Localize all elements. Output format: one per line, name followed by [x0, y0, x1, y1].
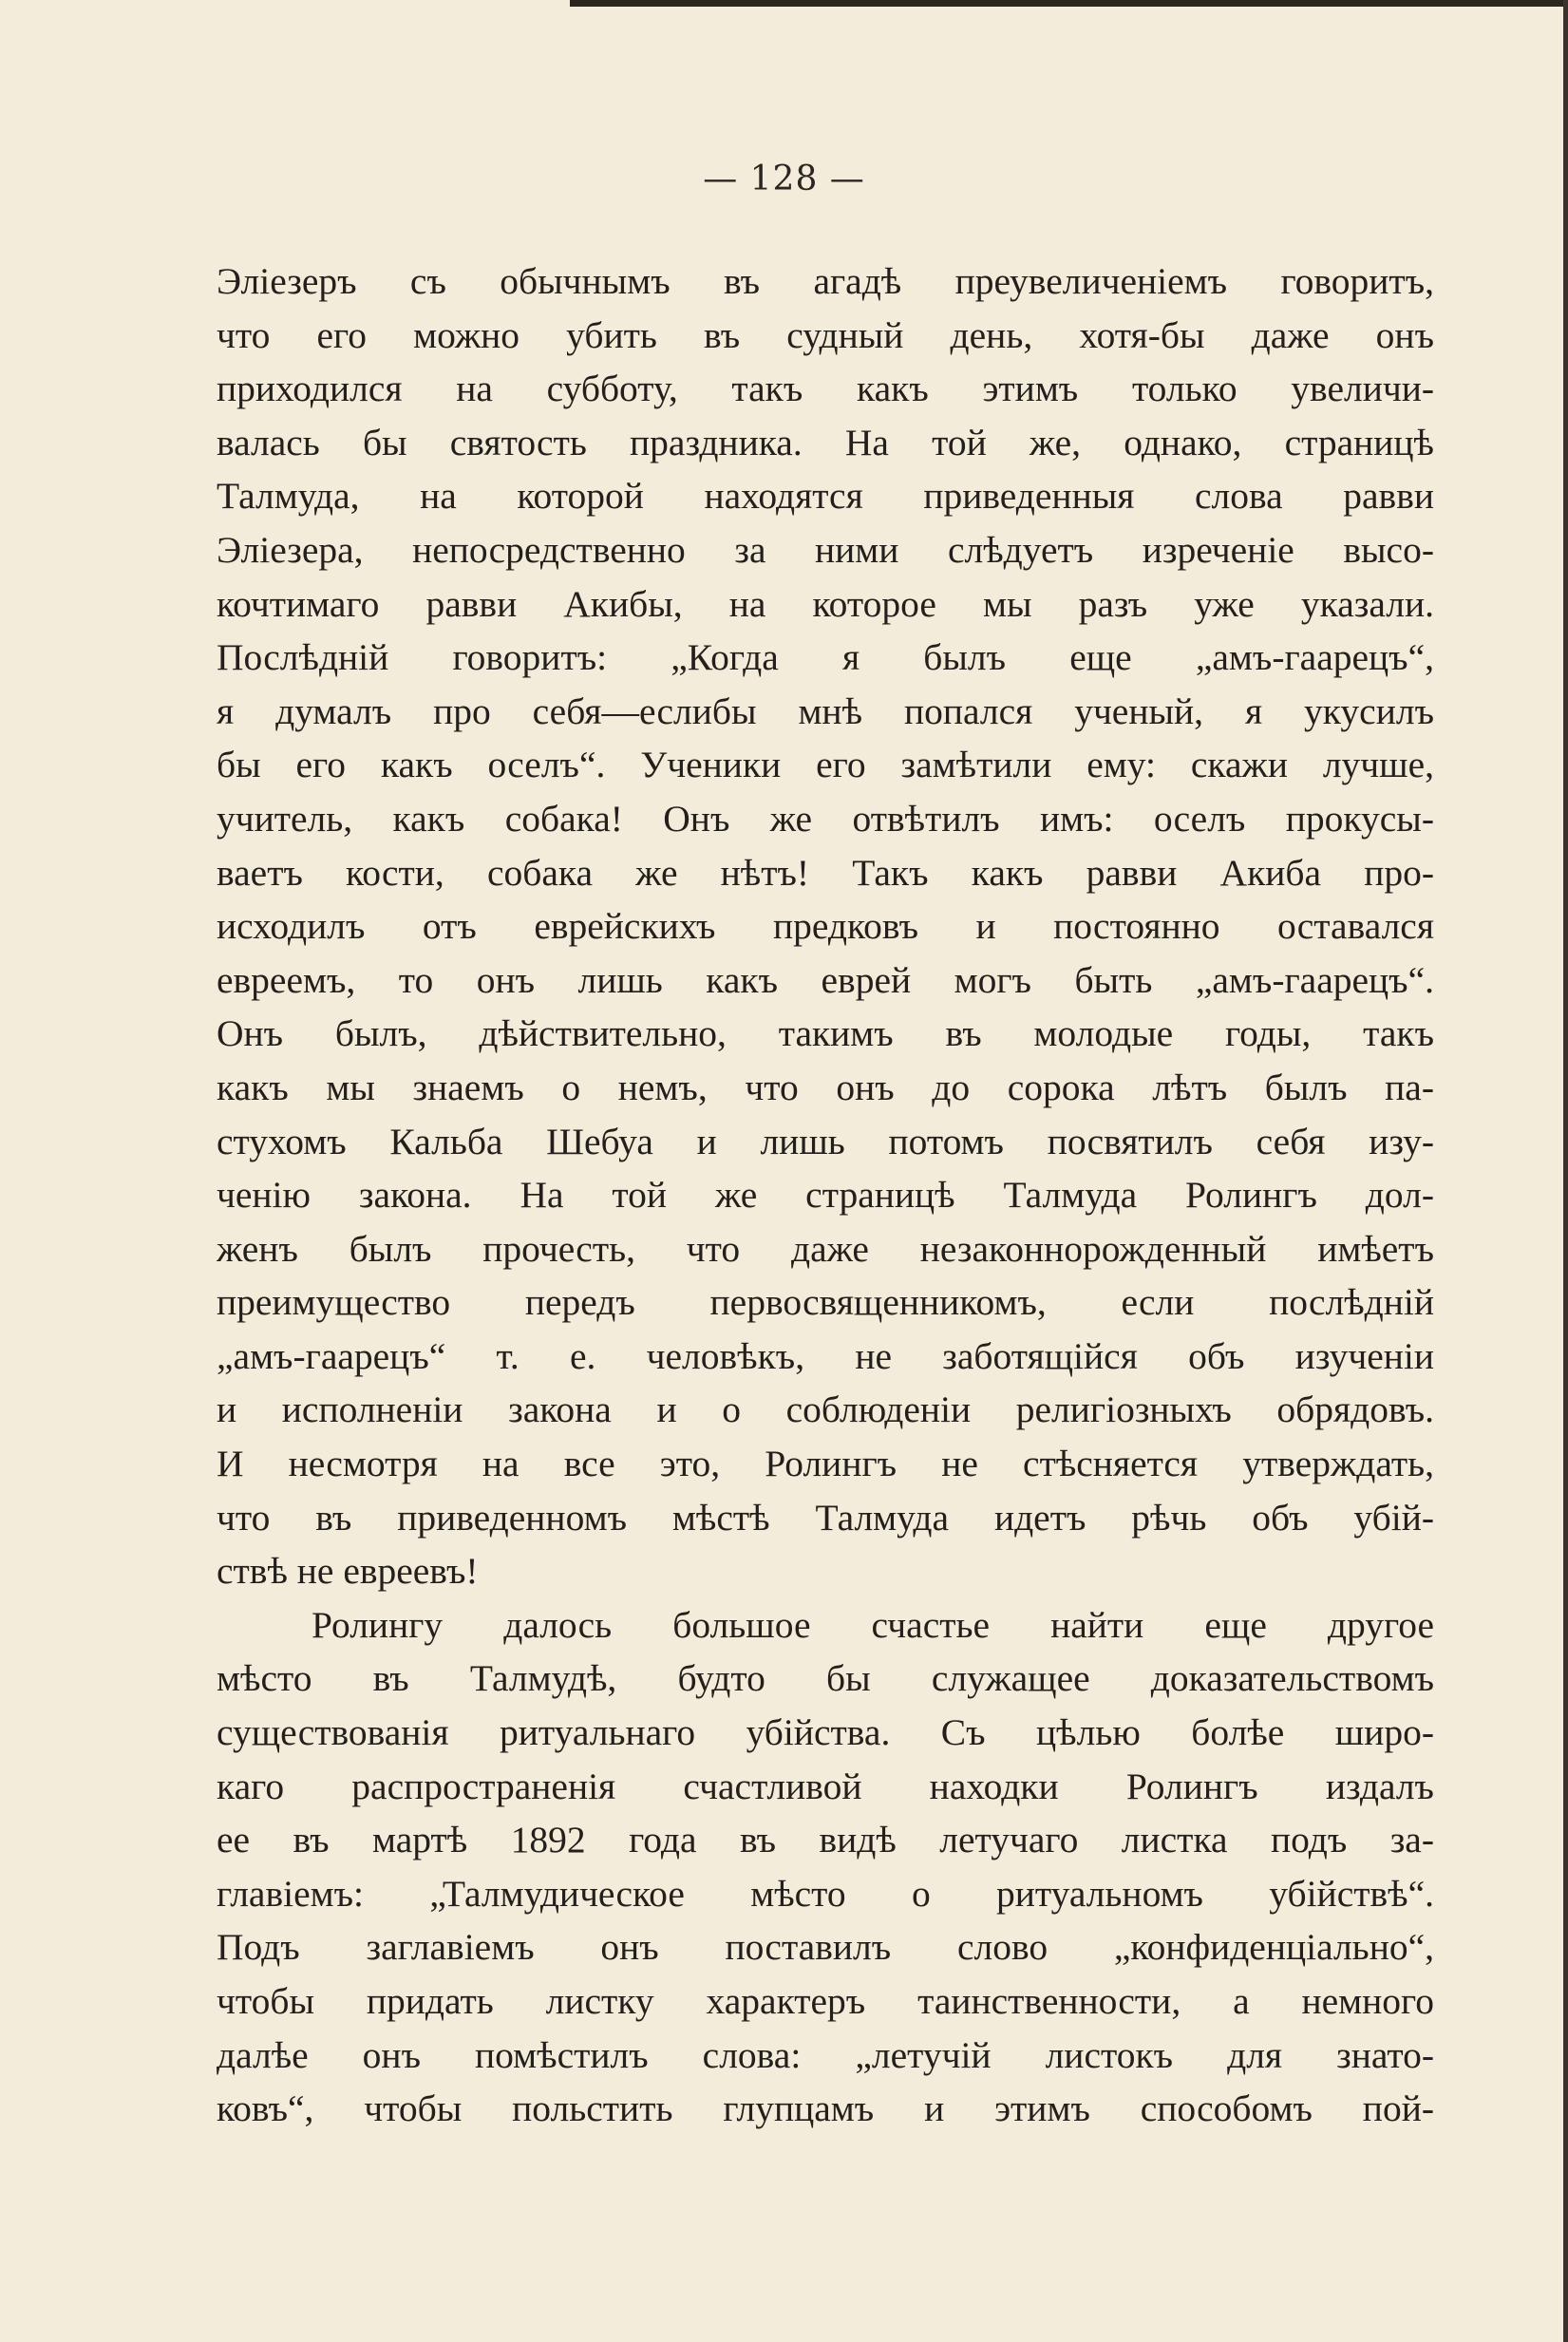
top-edge-rule [570, 0, 1568, 7]
paragraph [217, 255, 1434, 1598]
paragraph [217, 1598, 1434, 2136]
text-line: бы его какъ оселъ“. Ученики его замѣтили ему: скажи лучше, [217, 744, 1434, 786]
text-line: исходилъ отъ еврейскихъ предковъ и постоянно оставался [217, 905, 1434, 948]
text-line: учитель, какъ собака! Онъ же отвѣтилъ имъ: оселъ прокусы- [217, 797, 1434, 840]
page-number: — 128 — [703, 160, 865, 198]
text-line: я думалъ про себя—еслибы мнѣ попался ученый, я укусилъ [217, 689, 1434, 732]
text-line: И несмотря на все это, Ролингъ не стѣсняется утверждать, [217, 1443, 1434, 1485]
text-line: валась бы святость праздника. На той же, однако, страницѣ [217, 421, 1434, 463]
text-line: каго распространенія счастливой находки Ролингъ издалъ [217, 1765, 1434, 1807]
text-line: чтобы придать листку характеръ таинственности, а немного [217, 1980, 1434, 2022]
text-line: существованія ритуальнаго убійства. Съ цѣлью болѣе широ- [217, 1711, 1434, 1754]
text-line: „амъ-гаарецъ“ т. е. человѣкъ, не заботящійся объ изученіи [217, 1334, 1434, 1377]
text-line: приходился на субботу, такъ какъ этимъ только увеличи- [217, 368, 1434, 410]
text-line: ваетъ кости, собака же нѣтъ! Такъ какъ равви Акиба про- [217, 851, 1434, 894]
text-line: мѣсто въ Талмудѣ, будто бы служащее доказательствомъ [217, 1657, 1434, 1700]
text-line: Эліезера, непосредственно за ними слѣдуетъ изреченіе высо- [217, 528, 1434, 571]
text-line: Онъ былъ, дѣйствительно, такимъ въ молодые годы, такъ [217, 1012, 1434, 1055]
text-line: что его можно убить въ судный день, хотя-бы даже онъ [217, 313, 1434, 356]
text-line: какъ мы знаемъ о немъ, что онъ до сорока лѣтъ былъ па- [217, 1066, 1434, 1108]
text-line: женъ былъ прочесть, что даже незаконнорожденный имѣетъ [217, 1227, 1434, 1270]
text-line: преимущество передъ первосвященникомъ, если послѣдній [217, 1281, 1434, 1324]
text-line: ченію закона. На той же страницѣ Талмуда Ролингъ дол- [217, 1174, 1434, 1217]
text-line: далѣе онъ помѣстилъ слова: „летучій листокъ для знато- [217, 2033, 1434, 2076]
text-line: Подъ заглавіемъ онъ поставилъ слово „конфиденціально“, [217, 1926, 1434, 1969]
text-line: Ролингу далось большое счастье найти еще другое [312, 1603, 1434, 1646]
text-line: евреемъ, то онъ лишь какъ еврей могъ быть „амъ-гаарецъ“. [217, 958, 1434, 1001]
text-line: что въ приведенномъ мѣстѣ Талмуда идетъ рѣчь объ убій- [217, 1496, 1434, 1539]
right-page-edge [1563, 0, 1568, 2342]
text-line: ее въ мартѣ 1892 года въ видѣ летучаго листка подъ за- [217, 1819, 1434, 1861]
text-line: Эліезеръ съ обычнымъ въ агадѣ преувеличеніемъ говоритъ, [217, 260, 1434, 302]
text-line: и исполненіи закона и о соблюденіи религіозныхъ обрядовъ. [217, 1388, 1434, 1431]
text-line: Талмуда, на которой находятся приведенныя слова равви [217, 475, 1434, 518]
text-line: стухомъ Кальба Шебуа и лишь потомъ посвятилъ себя изу- [217, 1120, 1434, 1162]
text-line: Послѣдній говоритъ: „Когда я былъ еще „амъ-гаарецъ“, [217, 636, 1434, 679]
text-line: ствѣ не евреевъ! [217, 1550, 479, 1593]
text-line: кочтимаго равви Акибы, на которое мы разъ уже указали. [217, 582, 1434, 625]
body-text [217, 255, 1434, 2136]
text-line: ковъ“, чтобы польстить глупцамъ и этимъ способомъ пой- [217, 2087, 1434, 2130]
text-line: главіемъ: „Талмудическое мѣсто о ритуальномъ убійствѣ“. [217, 1872, 1434, 1915]
